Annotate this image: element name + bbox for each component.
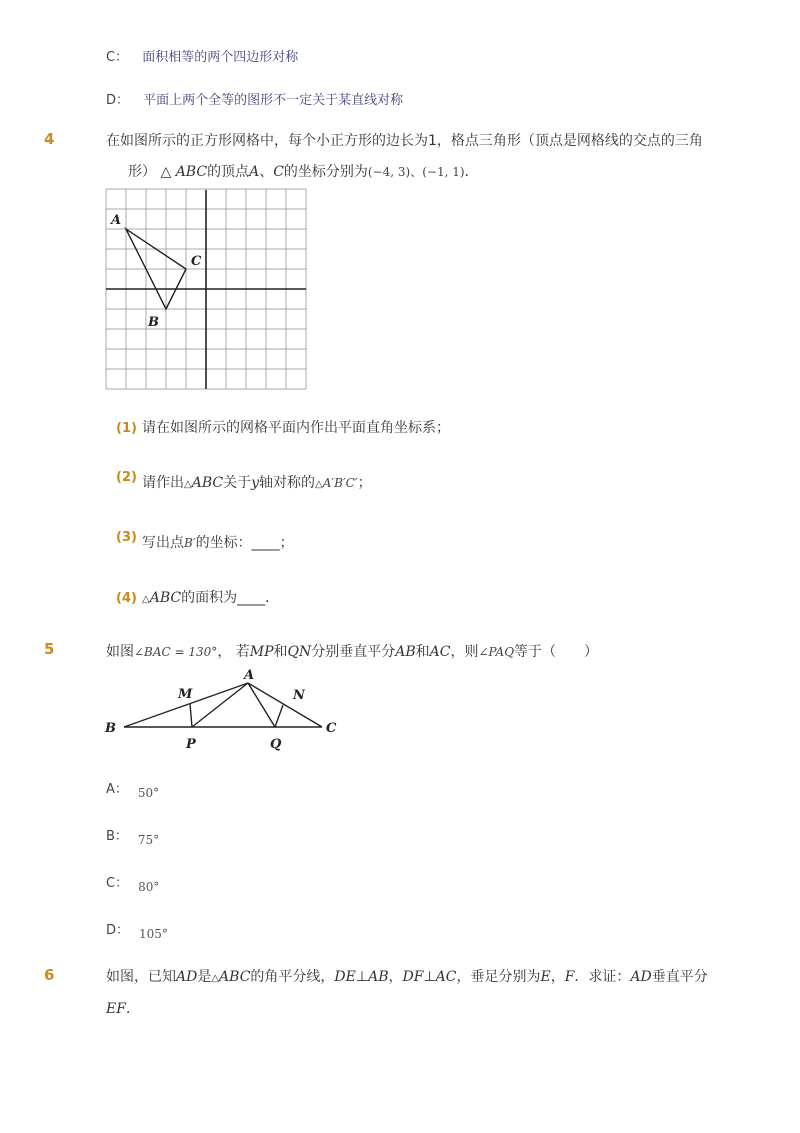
q4-sub-1: [116, 417, 450, 437]
math-b-prime: B′: [184, 536, 196, 550]
math-ad: AD: [630, 969, 652, 985]
sub-text: 的坐标：____；: [195, 535, 294, 551]
math-angle-bac: ∠BAC = 130°: [134, 645, 218, 659]
sub-text: ；: [357, 475, 372, 491]
q6-text: 如图，已知: [106, 969, 176, 985]
q4-text: ．: [464, 164, 479, 180]
segment-ap: [192, 683, 248, 727]
q5-text: ，: [217, 644, 232, 660]
math-f: F: [564, 969, 575, 985]
triangle-symbol: △: [184, 479, 192, 490]
segment-nq: [275, 705, 283, 727]
math-ab: AB: [395, 644, 416, 660]
label-c: C: [191, 254, 202, 269]
option-key: B：: [106, 829, 128, 844]
question-number-4: 4: [44, 130, 55, 148]
math-de: DE: [334, 969, 356, 985]
label-n: N: [293, 688, 305, 703]
q6-stem-line2: [106, 998, 140, 1020]
q5-option-b[interactable]: [106, 825, 160, 847]
q5-text: 等于（ ）: [514, 644, 599, 660]
perp-symbol: ⊥: [355, 969, 369, 985]
q5-option-d[interactable]: [106, 919, 168, 941]
label-a: A: [111, 213, 122, 228]
q6-text: ，垂足分别为: [456, 969, 541, 985]
sub-number: (4): [116, 591, 137, 606]
q5-text: ，则: [450, 644, 479, 660]
math-ef: EF: [106, 1001, 126, 1017]
q4-sub-4: [116, 587, 279, 607]
option-value: 80°: [138, 880, 160, 894]
q5-text: 和: [415, 644, 430, 660]
perp-symbol: ⊥: [423, 969, 436, 985]
segment-aq: [248, 683, 275, 727]
sub-text: 轴对称的: [259, 475, 316, 491]
sub-number: (3): [116, 530, 137, 545]
label-q: Q: [270, 737, 282, 752]
math-ac: AC: [435, 969, 457, 985]
q4-sub-3: [116, 532, 294, 552]
option-key: C：: [106, 876, 129, 891]
option-key: D：: [106, 93, 130, 108]
q4-grid-figure: [100, 186, 315, 396]
q6-text: ，: [550, 969, 565, 985]
coordinates: (−4, 3)、(−1, 1): [367, 165, 465, 179]
math-qn: QN: [287, 644, 312, 660]
sub-text: 请在如图所示的网格平面内作出平面直角坐标系；: [142, 420, 451, 436]
q6-text: ．: [125, 1001, 140, 1017]
option-key: A：: [106, 782, 128, 797]
q5-text: 和: [273, 644, 288, 660]
label-b: B: [105, 721, 116, 736]
segment-mp: [190, 704, 192, 727]
q4-text: 、: [259, 164, 274, 180]
q6-text: ，: [388, 969, 403, 985]
q6-text: ．求证：: [574, 969, 631, 985]
question-number-5: 5: [44, 640, 55, 658]
math-ac: AC: [429, 644, 451, 660]
q4-text: 形）: [128, 164, 156, 180]
q4-stem-line1: 在如图所示的正方形网格中，每个小正方形的边长为1，格点三角形（顶点是网格线的交点的三角: [106, 133, 703, 149]
math-y: y: [251, 475, 260, 491]
option-key: D：: [106, 923, 130, 938]
math-e: E: [540, 969, 551, 985]
q6-text: 的角平分线，: [250, 969, 335, 985]
q4-text: 的顶点: [207, 164, 250, 180]
q5-triangle-figure: [100, 665, 350, 757]
q4-text: 的坐标分别为: [283, 164, 368, 180]
option-text: 平面上两个全等的图形不一定关于某直线对称: [143, 93, 404, 108]
q5-text: 若: [235, 644, 250, 660]
option-value: 50°: [137, 786, 160, 800]
q6-text: 垂直平分: [651, 969, 708, 985]
triangle-symbol: △: [211, 973, 220, 984]
label-m: M: [178, 687, 193, 702]
label-c: C: [326, 721, 337, 736]
option-value: 75°: [137, 833, 160, 847]
math-prime-triangle: A′B′C′: [322, 476, 358, 490]
q5-text: 分别垂直平分: [311, 644, 396, 660]
side-ac: [248, 683, 322, 727]
option-value: 105°: [139, 927, 168, 941]
label-a: A: [244, 668, 255, 683]
math-abc: ABC: [191, 475, 224, 491]
math-abc: ABC: [149, 590, 182, 606]
q5-option-c[interactable]: [106, 872, 160, 894]
sub-number: (2): [116, 470, 137, 485]
q4-sub-2: [116, 472, 372, 492]
q6-stem-line1: [106, 966, 708, 990]
q5-text: 如图: [106, 644, 134, 660]
triangle-symbol: △: [142, 594, 150, 605]
q6-text: 是: [197, 969, 212, 985]
option-d-prev[interactable]: [106, 89, 403, 108]
q4-stem-line2: [128, 161, 479, 183]
sub-text: 的面积为____．: [181, 590, 280, 606]
q5-stem: [106, 641, 598, 663]
option-c-prev[interactable]: [106, 46, 298, 65]
math-c: C: [273, 164, 284, 180]
triangle-symbol: △: [160, 164, 172, 180]
question-number-6: 6: [44, 966, 55, 984]
math-mp: MP: [249, 644, 274, 660]
math-df: DF: [402, 969, 424, 985]
math-angle-paq: ∠PAQ: [478, 645, 515, 659]
math-a: A: [249, 164, 260, 180]
triangle-symbol: △: [315, 479, 323, 490]
math-ad: AD: [176, 969, 198, 985]
label-p: P: [186, 737, 196, 752]
math-abc: ABC: [219, 969, 251, 985]
sub-number: (1): [116, 421, 137, 436]
q5-option-a[interactable]: [106, 778, 160, 800]
option-text: 面积相等的两个四边形对称: [142, 50, 299, 65]
option-key: C：: [106, 50, 129, 65]
label-b: B: [148, 315, 159, 330]
math-abc: ABC: [175, 164, 208, 180]
sub-text: 写出点: [142, 535, 185, 551]
math-ab: AB: [368, 969, 389, 985]
sub-text: 请作出: [142, 475, 185, 491]
sub-text: 关于: [223, 475, 252, 491]
